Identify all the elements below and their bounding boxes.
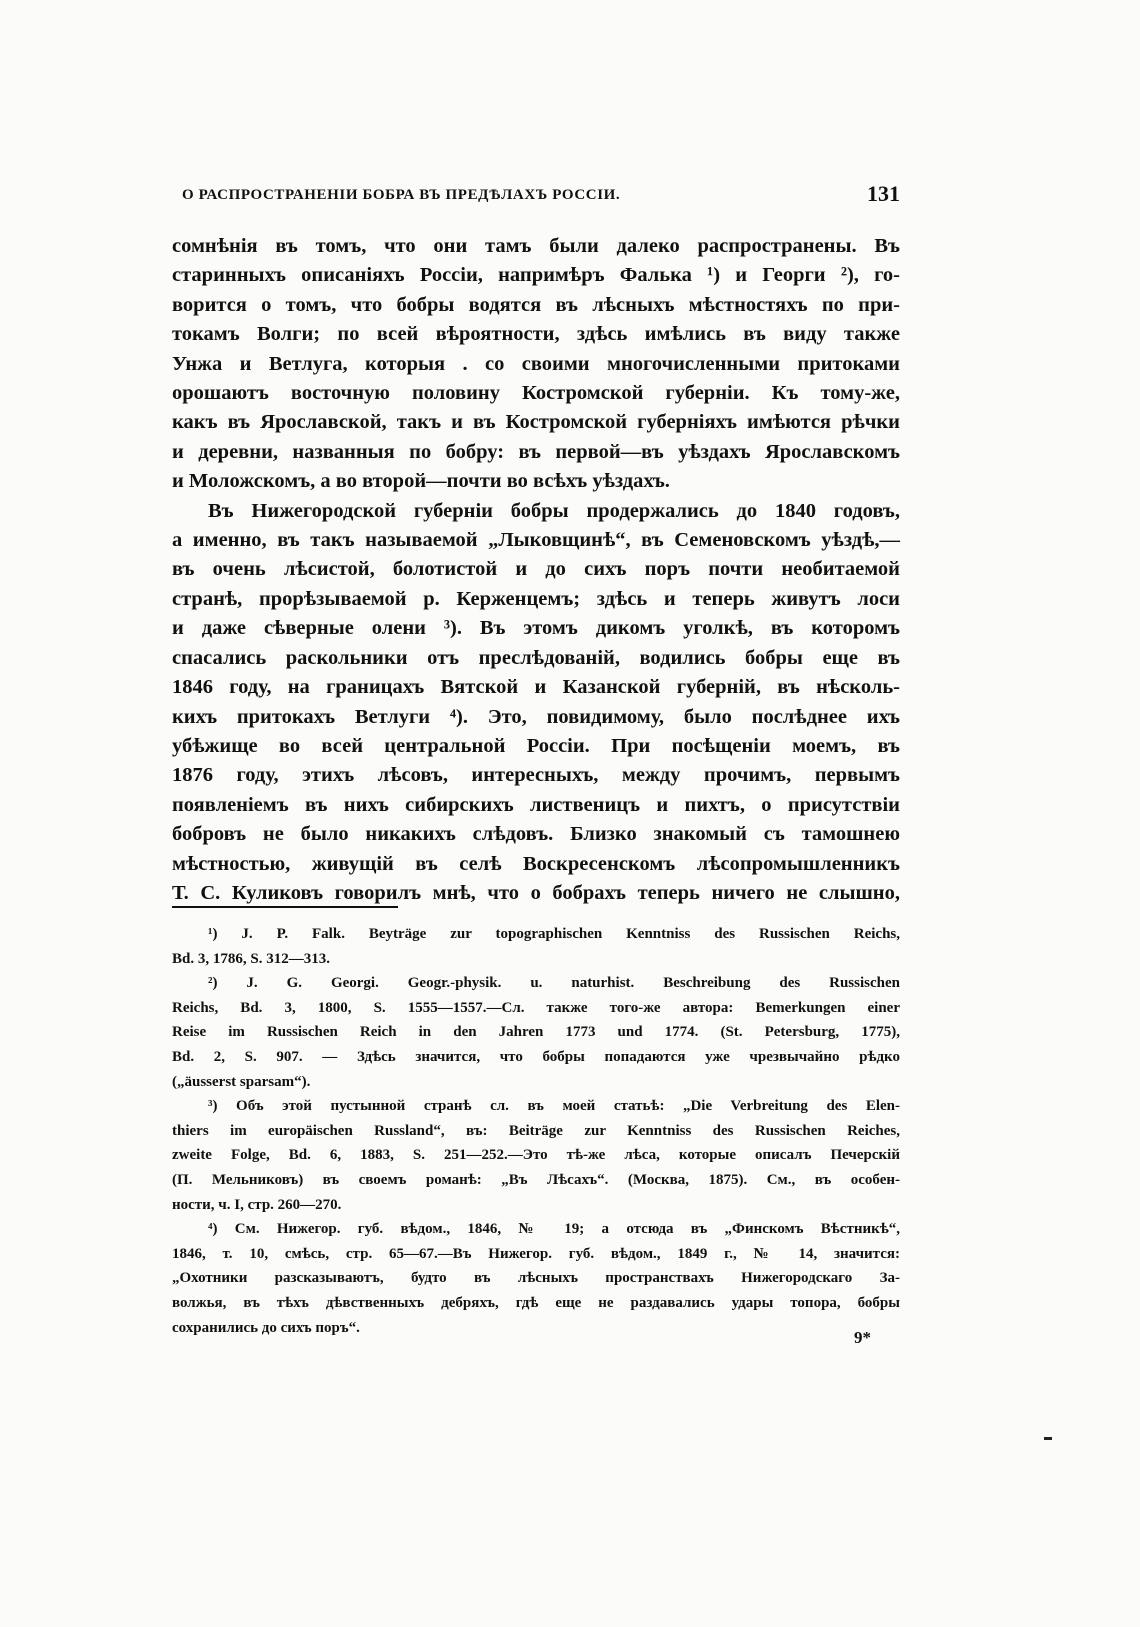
text-line: странѣ, прорѣзываемой р. Керженцемъ; здѣсь и теперь живутъ лоси: [172, 587, 900, 610]
text-line: Т. С. Куликовъ говорилъ мнѣ, что о бобрахъ теперь ничего не слышно,: [172, 881, 900, 904]
text-line: Унжа и Ветлуга, которыя . со своими многочисленными притоками: [172, 352, 900, 375]
footnote-line: ности, ч. I, стр. 260—270.: [172, 1196, 342, 1213]
text-line: токамъ Волги; по всей вѣроятности, здѣсь имѣлись въ виду также: [172, 323, 900, 346]
footnote-line: Reise im Russischen Reich in den Jahren 1773 und 1774. (St. Petersburg, 1775),: [172, 1024, 900, 1041]
footnote-line: Bd. 2, S. 907. — Здѣсь значится, что бобры попадаются уже чрезвычайно рѣдко: [172, 1048, 900, 1065]
footnote-line: ⁴) См. Нижегор. губ. вѣдом., 1846, № 19; а отсюда въ „Финскомъ Вѣстникѣ“,: [208, 1221, 900, 1238]
text-line: старинныхъ описаніяхъ Россіи, напримѣръ Фалька ¹) и Георги ²), го-: [172, 264, 900, 287]
footnote-line: 1846, т. 10, смѣсь, стр. 65—67.—Въ Нижегор. губ. вѣдом., 1849 г., № 14, значится:: [172, 1245, 900, 1262]
text-line: появленіемъ въ нихъ сибирскихъ лиственицъ и пихтъ, о присутствіи: [172, 793, 900, 816]
text-line: сомнѣнія въ томъ, что они тамъ были далеко распространены. Въ: [172, 235, 900, 257]
footnote-line: сохранились до сихъ поръ“.: [172, 1319, 360, 1336]
page-number: 131: [867, 181, 900, 206]
text-line: и Моложскомъ, а во второй—почти во всѣхъ уѣздахъ.: [172, 470, 670, 493]
scan-speck: [1044, 1437, 1052, 1440]
text-line: спасались раскольники отъ преслѣдованій, водились бобры еще въ: [172, 646, 900, 669]
footnote-line: thiers im europäischen Russland“, въ: Beiträge zur Kenntniss des Russischen Reiches,: [172, 1122, 900, 1139]
running-header: [172, 181, 900, 211]
text-line: и даже сѣверные олени ³). Въ этомъ дикомъ уголкѣ, въ которомъ: [172, 617, 900, 640]
footnote-line: Reichs, Bd. 3, 1800, S. 1555—1557.—Сл. также того-же автора: Bemerkungen einer: [172, 999, 900, 1016]
footnote-line: (П. Мельниковъ) въ своемъ романѣ: „Въ Лѣсахъ“. (Москва, 1875). См., въ особен-: [172, 1171, 900, 1188]
text-line: бобровъ не было никакихъ слѣдовъ. Близко знакомый съ тамошнею: [172, 823, 900, 846]
text-line: какъ въ Ярославской, такъ и въ Костромской губерніяхъ имѣются рѣчки: [172, 411, 900, 434]
footnote-line: ¹) J. P. Falk. Beyträge zur topographischen Kenntniss des Russischen Reichs,: [208, 926, 900, 942]
running-title: О РАСПРОСТРАНЕНІИ БОБРА ВЪ ПРЕДѢЛАХЪ РОССІИ.: [182, 187, 621, 203]
text-line: мѣстностью, живущій въ селѣ Воскресенскомъ лѣсопромышленникъ: [172, 852, 900, 875]
footnote-line: („äusserst sparsam“).: [172, 1073, 311, 1090]
text-line: 1846 году, на границахъ Вятской и Казанской губерній, въ нѣсколь-: [172, 676, 900, 699]
main-text: [172, 232, 900, 908]
footnote-line: Bd. 3, 1786, S. 312—313.: [172, 950, 330, 967]
text-line: ворится о томъ, что бобры водятся въ лѣсныхъ мѣстностяхъ по при-: [172, 293, 900, 316]
text-line: въ очень лѣсистой, болотистой и до сихъ поръ почти необитаемой: [172, 558, 900, 581]
footnote-line: zweite Folge, Bd. 6, 1883, S. 251—252.—Это тѣ-же лѣса, которые описалъ Печерскій: [172, 1147, 900, 1164]
paragraph-start-line: Въ Нижегородской губерніи бобры продержались до 1840 годовъ,: [208, 499, 900, 522]
footnote-line: волжья, въ тѣхъ дѣвственныхъ дебряхъ, гдѣ еще не раздавались удары топора, бобры: [172, 1294, 900, 1311]
footnotes: [172, 922, 900, 1340]
text-line: убѣжище во всей центральной Россіи. При посѣщеніи моемъ, въ: [172, 734, 900, 757]
footnote-line: „Охотники разсказываютъ, будто въ лѣсныхъ пространствахъ Нижегородскаго За-: [172, 1270, 900, 1287]
text-line: орошаютъ восточную половину Костромской губерніи. Къ тому-же,: [172, 382, 900, 405]
footnote-divider: [172, 906, 398, 908]
text-line: 1876 году, этихъ лѣсовъ, интересныхъ, между прочимъ, первымъ: [172, 764, 900, 787]
text-line: и деревни, названныя по бобру: въ первой—въ уѣздахъ Ярославскомъ: [172, 440, 900, 463]
text-line: а именно, въ такъ называемой „Лыковщинѣ“, въ Семеновскомъ уѣздѣ,—: [172, 529, 900, 552]
signature-mark: 9*: [854, 1328, 871, 1347]
footnote-line: ²) J. G. Georgi. Geogr.-physik. u. naturhist. Beschreibung des Russischen: [208, 975, 900, 992]
text-line: кихъ притокахъ Ветлуги ⁴). Это, повидимому, было послѣднее ихъ: [172, 705, 900, 728]
footnote-line: ³) Объ этой пустынной странѣ сл. въ моей статьѣ: „Die Verbreitung des Elen-: [208, 1098, 900, 1115]
